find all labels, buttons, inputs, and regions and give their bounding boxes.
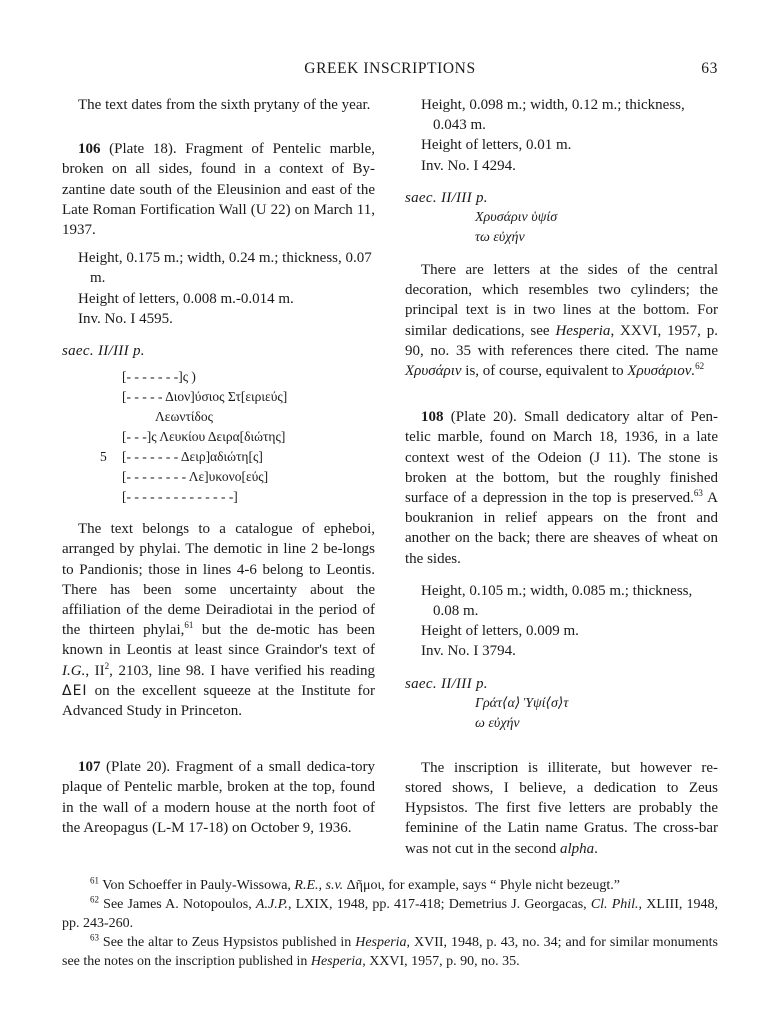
inscription-line: [- - - - - - - - Λε]υκονο[εύς] — [122, 469, 269, 485]
hesperia-citation: Hesperia — [555, 322, 611, 339]
discussion-text: There are letters at the sides of the central decoration, which resembles two cylinders; the principal text is in two lines at the bottom. For similar dedications, see — [405, 262, 718, 339]
entry-108-measurements — [421, 581, 718, 662]
entry-108-dimensions: Height, 0.105 m.; width, 0.085 m.; thickness, 0.08 m. — [421, 582, 693, 620]
inscription-line: Λεωντίδος — [122, 409, 213, 425]
discussion-text: The text belongs to a catalogue of epheboi, arranged by phylai. The demotic in line 2 be-longs to Pandionis; those in lines 4-6 belong to Leontis. There has been some uncertainty about the affiliation of the deme Deiradiotai in the period of the thirteen phylai, — [62, 521, 375, 639]
footnote-62 — [62, 895, 718, 933]
entry-108-text: A boukranion in relief appears on the front and another on the back; there are sheaves of wheat on the sides. — [405, 490, 718, 567]
footnote-citation: A.J.P. — [255, 897, 288, 912]
discussion-text: , 2103, line 98. I have verified his reading — [109, 662, 375, 679]
inscription-line: [- - -]ς Λευκίου Δειρα[διώτης] — [122, 429, 286, 445]
running-title: GREEK INSCRIPTIONS — [304, 60, 476, 77]
footnote-text: Von Schoeffer in Pauly-Wissowa, — [99, 878, 295, 893]
entry-107-heading — [62, 757, 375, 838]
entry-106-dimensions: Height, 0.175 m.; width, 0.24 m.; thickness, 0.07 m. — [78, 250, 372, 287]
entry-107-inscription-text — [405, 208, 718, 248]
inscription-line: Γράτ⟨α⟩ Ὑψί⟨σ⟩τ — [475, 695, 569, 711]
entry-106-date: saec. II/III p. — [62, 343, 145, 360]
inscription-line-text: [- - - - - - - Δειρ]αδιώτη[ς] — [122, 449, 263, 465]
ig-superscript: 2 — [104, 660, 110, 671]
running-header — [62, 60, 718, 82]
intro-paragraph: The text dates from the sixth prytany of the year. — [78, 97, 371, 113]
entry-108-date: saec. II/III p. — [405, 675, 488, 692]
footnote-citation: R.E., s.v. — [294, 878, 344, 893]
entry-107-measurements — [421, 95, 718, 176]
alpha-word: alpha — [559, 840, 595, 857]
entry-108-inscription-text — [405, 694, 718, 734]
inscription-line: [- - - - - - - - - - - - - -] — [122, 489, 238, 505]
footnote-number: 61 — [90, 875, 99, 886]
page-number: 63 — [701, 60, 718, 77]
entry-107-inventory: Inv. No. I 4294. — [421, 157, 516, 174]
epigraphic-reading: ΔΕΙ — [62, 682, 88, 699]
footnote-number: 62 — [90, 894, 99, 905]
entry-107-discussion — [405, 260, 718, 381]
inscription-line: [- - - - - Διον]ύσιος Στ[ειριεύς] — [122, 389, 288, 405]
entry-107-text: (Plate 20). Fragment of a small dedica-tory plaque of Pentelic marble, broken at the top, found in the wall of a modern house at the north foot of the Areopagus (L-M 17-18) on October 9, 1936. — [62, 759, 375, 836]
entry-108-inventory: Inv. No. I 3794. — [421, 643, 516, 660]
entry-106-measurements — [78, 248, 375, 329]
ig-citation: I.G. — [62, 662, 86, 679]
entry-106-inscription-text — [62, 367, 375, 507]
entry-107-dimensions: Height, 0.098 m.; width, 0.12 m.; thickness, 0.043 m. — [421, 97, 685, 134]
discussion-text: The inscription is illiterate, but however re-stored shows, I believe, a dedication to Zeus Hypsistos. The first five letters are probably the feminine of the Latin name Gratus. The cross-bar was not cut in the second — [405, 759, 718, 857]
inscription-line: [- - - - - - -]ς ) — [122, 369, 196, 385]
footnote-number: 63 — [90, 932, 99, 943]
footnote-ref-62[interactable]: 62 — [695, 361, 705, 372]
footnote-citation: Hesperia — [355, 935, 407, 950]
footnote-text: , XLIII, 1948, pp. 243-260. — [62, 897, 719, 931]
entry-108-number: 108 — [421, 409, 444, 426]
greek-name: Χρυσάριν — [405, 363, 462, 380]
greek-name: Χρυσάριον. — [627, 363, 696, 380]
footnote-ref-63[interactable]: 63 — [693, 488, 703, 499]
entry-106-inventory: Inv. No. I 4595. — [78, 310, 173, 327]
line-number: 5 — [100, 449, 107, 465]
entry-106-letter-height: Height of letters, 0.008 m.-0.014 m. — [78, 290, 294, 307]
entry-108-text: (Plate 20). Small dedicatory altar of Pen-telic marble, found on March 18, 1936, in a late context west of the Odeion (J 11). The stone is broken at the bottom, but the roughly finished surface of a depression in the top is preserved. — [405, 409, 718, 507]
footnote-text: Δῆμοι, for example, says “ Phyle nicht bezeugt.” — [343, 878, 620, 893]
footnote-61 — [62, 876, 718, 895]
entry-106-heading — [62, 139, 375, 240]
right-column — [405, 95, 718, 859]
entry-108-discussion — [405, 758, 718, 859]
inscription-line: ω εὐχήν — [475, 715, 520, 731]
footnote-text: See the altar to Zeus Hypsistos published in — [99, 935, 356, 950]
discussion-text: , XXVI, 1957, p. 90, no. 35 with references there cited. The name — [405, 322, 718, 359]
inscription-line-5 — [62, 447, 375, 467]
footnotes — [62, 876, 718, 971]
entry-106-number: 106 — [78, 141, 101, 158]
discussion-text: is, of course, equivalent to — [461, 363, 628, 380]
entry-106-text: (Plate 18). Fragment of Pentelic marble, broken on all sides, found in a context of By-zantine date south of the Eleusinion and east of the Late Roman Fortification Wall (U 22) on March 11, 1937. — [62, 141, 375, 239]
entry-107-number: 107 — [78, 759, 101, 776]
footnote-text: , XVII, 1948, p. 43, no. 34; and for similar monuments see the notes on the inscription published in — [62, 935, 719, 969]
discussion-text: , II — [85, 662, 105, 679]
discussion-text: but the de-motic has been known in Leontis at least since Graindor's text of — [62, 622, 375, 659]
entry-106-discussion — [62, 519, 375, 721]
left-column — [62, 95, 375, 838]
footnote-ref-61[interactable]: 61 — [184, 620, 194, 631]
discussion-text: on the excellent squeeze at the Institute for Advanced Study in Princeton. — [62, 682, 375, 720]
footnote-text: , XXVI, 1957, p. 90, no. 35. — [362, 954, 520, 969]
footnote-text: , LXIX, 1948, pp. 417-418; Demetrius J. Georgacas, — [287, 897, 591, 912]
entry-107-letter-height: Height of letters, 0.01 m. — [421, 137, 572, 154]
footnote-citation: Cl. Phil. — [590, 897, 639, 912]
footnote-citation: Hesperia — [310, 954, 363, 969]
discussion-text: . — [594, 840, 598, 857]
footnote-text: See James A. Notopoulos, — [99, 897, 256, 912]
entry-108-heading — [405, 407, 718, 569]
inscription-line: τω εὐχήν — [475, 230, 525, 246]
entry-107-date: saec. II/III p. — [405, 189, 488, 206]
inscription-line: Χρυσάριν ὑψίσ — [475, 210, 558, 226]
footnote-63 — [62, 933, 718, 971]
entry-108-letter-height: Height of letters, 0.009 m. — [421, 623, 579, 640]
